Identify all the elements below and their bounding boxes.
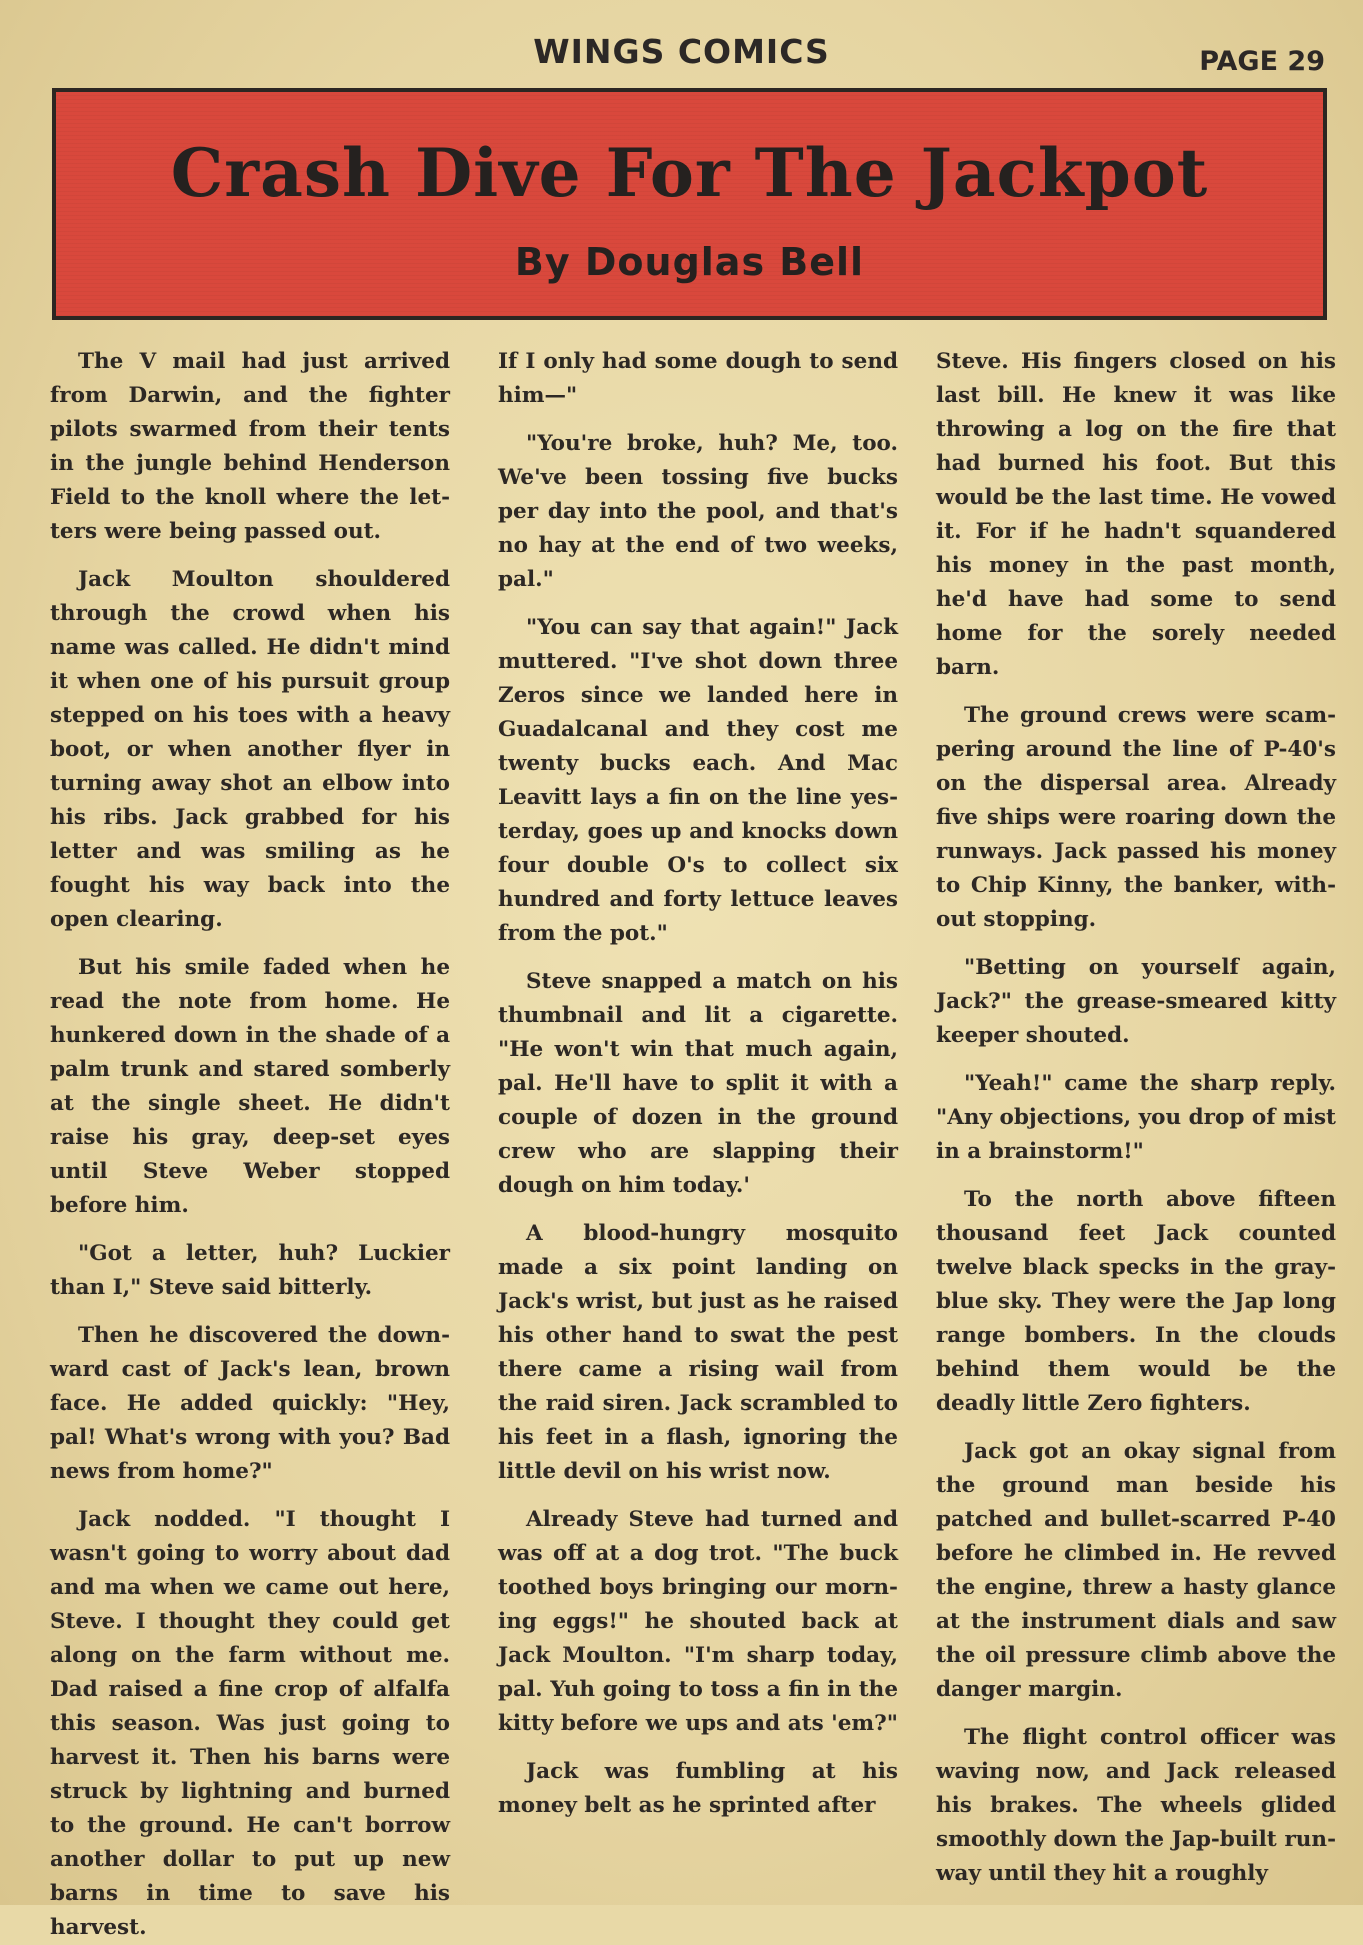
paragraph: Jack nodded. "I thought I wasn't going to worry about dad and ma when we came out here, Steve. I thought they could get along on the farm without me. Dad raised a fine crop of alfalfa this season. Was just going to harvest it. Then his barns were struck by lightning and burned to the ground. He can't borrow another dollar to put up new barns in time to save his harvest. xyxy=(50,1507,450,1940)
paragraph: Jack Moulton shouldered through the crowd when his name was called. He didn't mind it when one of his pursuit group stepped on his toes with a heavy boot, or when another flyer in turning away shot an elbow into his ribs. Jack grabbed for his letter and was smiling as he fought his way back into the open clearing. xyxy=(50,567,450,932)
paragraph: "You can say that again!" Jack muttered. "I've shot down three Zeros since we landed here in Guadalcanal and they cost me twenty bucks each. And Mac Leavitt lays a fin on the line yes-terday, goes up and knocks down four double O's to collect six hundred and forty lettuce leaves from the pot." xyxy=(498,615,898,946)
text-column-3 xyxy=(936,345,1336,1895)
paragraph: The flight control officer was waving now, and Jack released his brakes. The wheels glided smoothly down the Jap-built run-way until they hit a roughly xyxy=(936,1725,1336,1886)
paragraph: Then he discovered the down-ward cast of Jack's lean, brown face. He added quickly: "Hey, pal! What's wrong with you? Bad news from home?" xyxy=(50,1323,450,1484)
magazine-title: WINGS COMICS xyxy=(533,32,830,71)
story-title: Crash Dive For The Jackpot xyxy=(170,134,1209,212)
text-column-2 xyxy=(498,345,898,1895)
paragraph: If I only had some dough to send him—" xyxy=(498,349,898,408)
paragraph: Already Steve had turned and was off at a dog trot. "The buck toothed boys bringing our morn-ing eggs!" he shouted back at Jack Moulton. "I'm sharp today, pal. Yuh going to toss a fin in the kitty before we ups and ats 'em?" xyxy=(498,1507,898,1736)
title-banner xyxy=(52,88,1327,320)
paragraph: "Yeah!" came the sharp reply. "Any objections, you drop of mist in a brainstorm!" xyxy=(936,1071,1336,1164)
page-number: PAGE 29 xyxy=(1199,46,1325,77)
paragraph: The ground crews were scam-pering around the line of P-40's on the dispersal area. Already five ships were roaring down the runways. Jack passed his money to Chip Kinny, the banker, with-out stopping. xyxy=(936,703,1336,932)
paragraph: Jack got an okay signal from the ground man beside his patched and bullet-scarred P-40 before he climbed in. He revved the engine, threw a hasty glance at the instrument dials and saw the oil pressure climb above the danger margin. xyxy=(936,1439,1336,1702)
paragraph: "Betting on yourself again, Jack?" the grease-smeared kitty keeper shouted. xyxy=(936,955,1336,1048)
paragraph: To the north above fifteen thousand feet Jack counted twelve black specks in the gray-blue sky. They were the Jap long range bombers. In the clouds behind them would be the deadly little Zero fighters. xyxy=(936,1187,1336,1416)
paragraph: Jack was fumbling at his money belt as he sprinted after xyxy=(498,1759,898,1818)
paragraph: "You're broke, huh? Me, too. We've been tossing five bucks per day into the pool, and that's no hay at the end of two weeks, pal." xyxy=(498,431,898,592)
text-column-1 xyxy=(50,345,450,1940)
paragraph: A blood-hungry mosquito made a six point landing on Jack's wrist, but just as he raised his other hand to swat the pest there came a rising wail from the raid siren. Jack scrambled to his feet in a flash, ignoring the little devil on his wrist now. xyxy=(498,1221,898,1484)
paragraph: Steve snapped a match on his thumbnail and lit a cigarette. "He won't win that much again, pal. He'll have to split it with a couple of dozen in the ground crew who are slapping their dough on him today.' xyxy=(498,969,898,1198)
paragraph: Steve. His fingers closed on his last bill. He knew it was like throwing a log on the fire that had burned his foot. But this would be the last time. He vowed it. For if he hadn't squandered his money in the past month, he'd have had some to send home for the sorely needed barn. xyxy=(936,349,1336,680)
paragraph: But his smile faded when he read the note from home. He hunkered down in the shade of a palm trunk and stared somberly at the single sheet. He didn't raise his gray, deep-set eyes until Steve Weber stopped before him. xyxy=(50,955,450,1218)
running-head xyxy=(0,32,1363,82)
paragraph: The V mail had just arrived from Darwin, and the fighter pilots swarmed from their tents in the jungle behind Henderson Field to the knoll where the let-ters were being passed out. xyxy=(50,349,450,544)
paragraph: "Got a letter, huh? Luckier than I," Steve said bitterly. xyxy=(50,1241,450,1300)
article-body xyxy=(50,345,1336,1940)
byline: By Douglas Bell xyxy=(514,240,865,284)
